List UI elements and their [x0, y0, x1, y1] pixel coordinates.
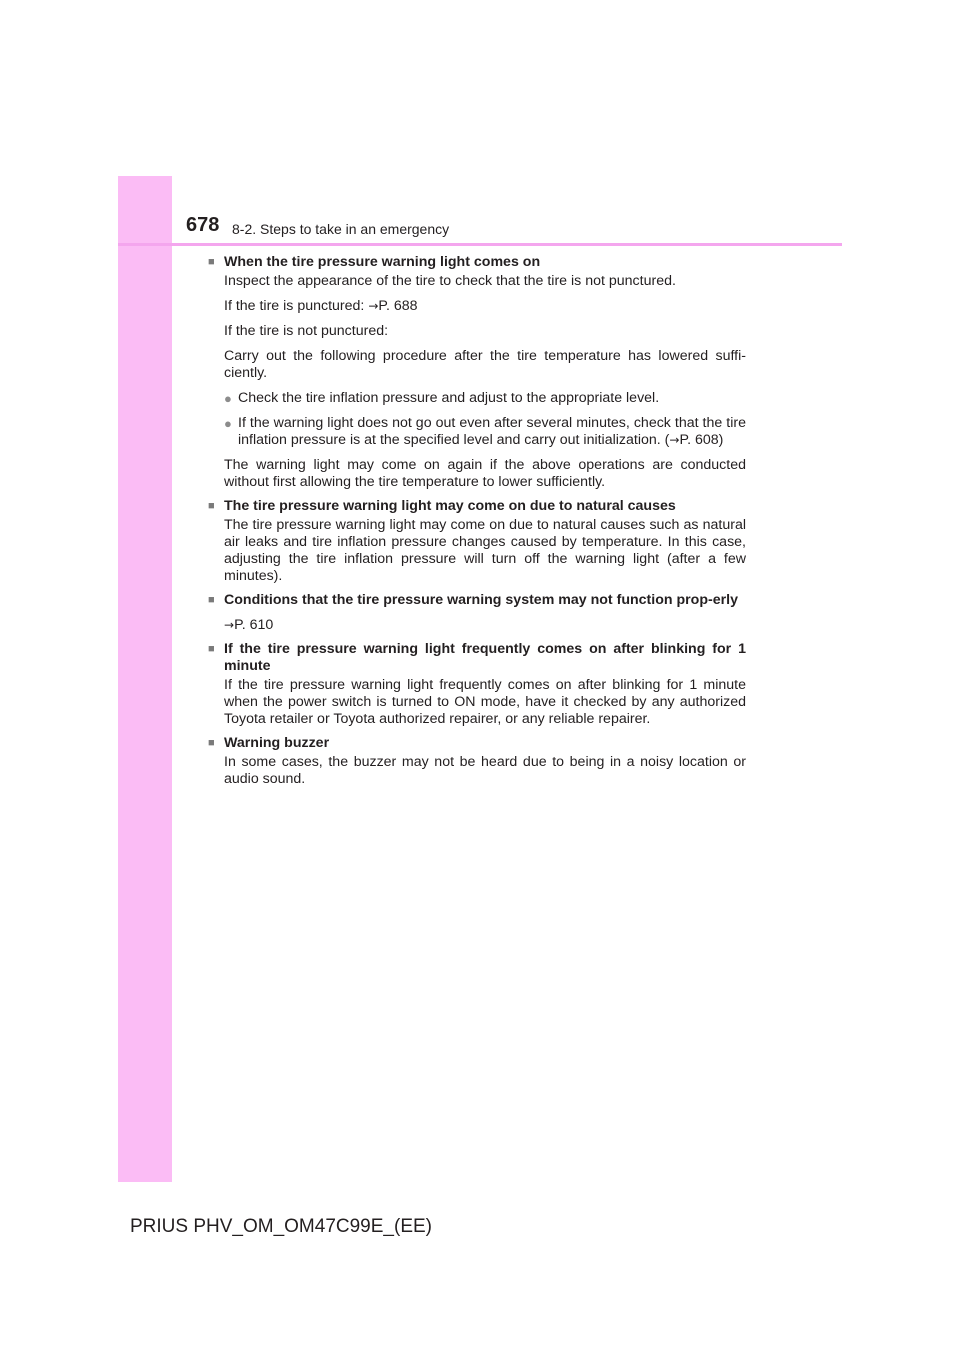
bullet-item: ● If the warning light does not go out even after several minutes, check that the tire inflation pressure is at the specified level and carry out initialization. (→P. 608) — [224, 415, 746, 448]
section-conditions — [208, 592, 746, 634]
round-bullet-icon: ● — [224, 416, 232, 431]
paragraph: Inspect the appearance of the tire to check that the tire is not punctured. — [224, 273, 676, 289]
paragraph-punctured: If the tire is punctured: →P. 688 — [224, 298, 418, 314]
section-tire-warning-light-on — [208, 254, 746, 491]
section-frequent-blinking — [208, 641, 746, 728]
arrow-icon: → — [368, 299, 379, 313]
section-title: 8-2. Steps to take in an emergency — [232, 221, 450, 237]
paragraph: If the tire is not punctured: — [224, 323, 389, 339]
paragraph: Carry out the following procedure after the tire temperature has lowered suffi-ciently. — [224, 348, 746, 381]
arrow-icon: → — [669, 433, 680, 447]
chapter-side-band — [118, 176, 172, 1182]
round-bullet-icon: ● — [224, 391, 232, 406]
square-bullet-icon: ■ — [208, 737, 215, 749]
section-heading: ■ When the tire pressure warning light comes on — [208, 254, 541, 270]
bullet-item: ● Check the tire inflation pressure and adjust to the appropriate level. — [224, 390, 660, 406]
square-bullet-icon: ■ — [208, 500, 215, 512]
section-warning-buzzer — [208, 735, 746, 788]
paragraph: The warning light may come on again if the above operations are conducted without first allowing the tire temperature to lower sufficiently. — [224, 457, 746, 490]
section-natural-causes — [208, 498, 746, 585]
section-heading: ■ If the tire pressure warning light frequently comes on after blinking for 1 minute — [208, 641, 746, 674]
arrow-icon: → — [224, 618, 235, 632]
page-reference-link[interactable]: P. 608) — [679, 432, 724, 448]
page-content — [208, 254, 746, 795]
page-number: 678 — [186, 214, 220, 236]
header-divider — [118, 243, 842, 246]
paragraph-reference — [224, 617, 746, 634]
paragraph: In some cases, the buzzer may not be heard due to being in a noisy location or audio sound. — [224, 754, 746, 787]
section-heading: ■ The tire pressure warning light may come on due to natural causes — [208, 498, 676, 514]
page-reference-link[interactable]: P. 688 — [378, 298, 418, 314]
square-bullet-icon: ■ — [208, 256, 215, 268]
paragraph: The tire pressure warning light may come on due to natural causes such as natural air leaks and tire inflation pressure changes caused by temperature. In this case, adjusting the tire inflation pressure will turn off the warning light (after a few minutes). — [224, 517, 746, 584]
square-bullet-icon: ■ — [208, 594, 215, 606]
section-heading: ■ Warning buzzer — [208, 735, 330, 751]
page-header — [118, 176, 842, 246]
paragraph: If the tire pressure warning light frequently comes on after blinking for 1 minute when the power switch is turned to ON mode, have it checked by any authorized Toyota retailer or Toyota authorized repairer, or any reliable repairer. — [224, 677, 746, 727]
section-heading: ■ Conditions that the tire pressure warning system may not function prop-erly — [208, 592, 738, 608]
page-reference-link[interactable]: P. 610 — [234, 617, 274, 633]
square-bullet-icon: ■ — [208, 643, 215, 655]
footer-model-code: PRIUS PHV_OM_OM47C99E_(EE) — [130, 1216, 432, 1237]
